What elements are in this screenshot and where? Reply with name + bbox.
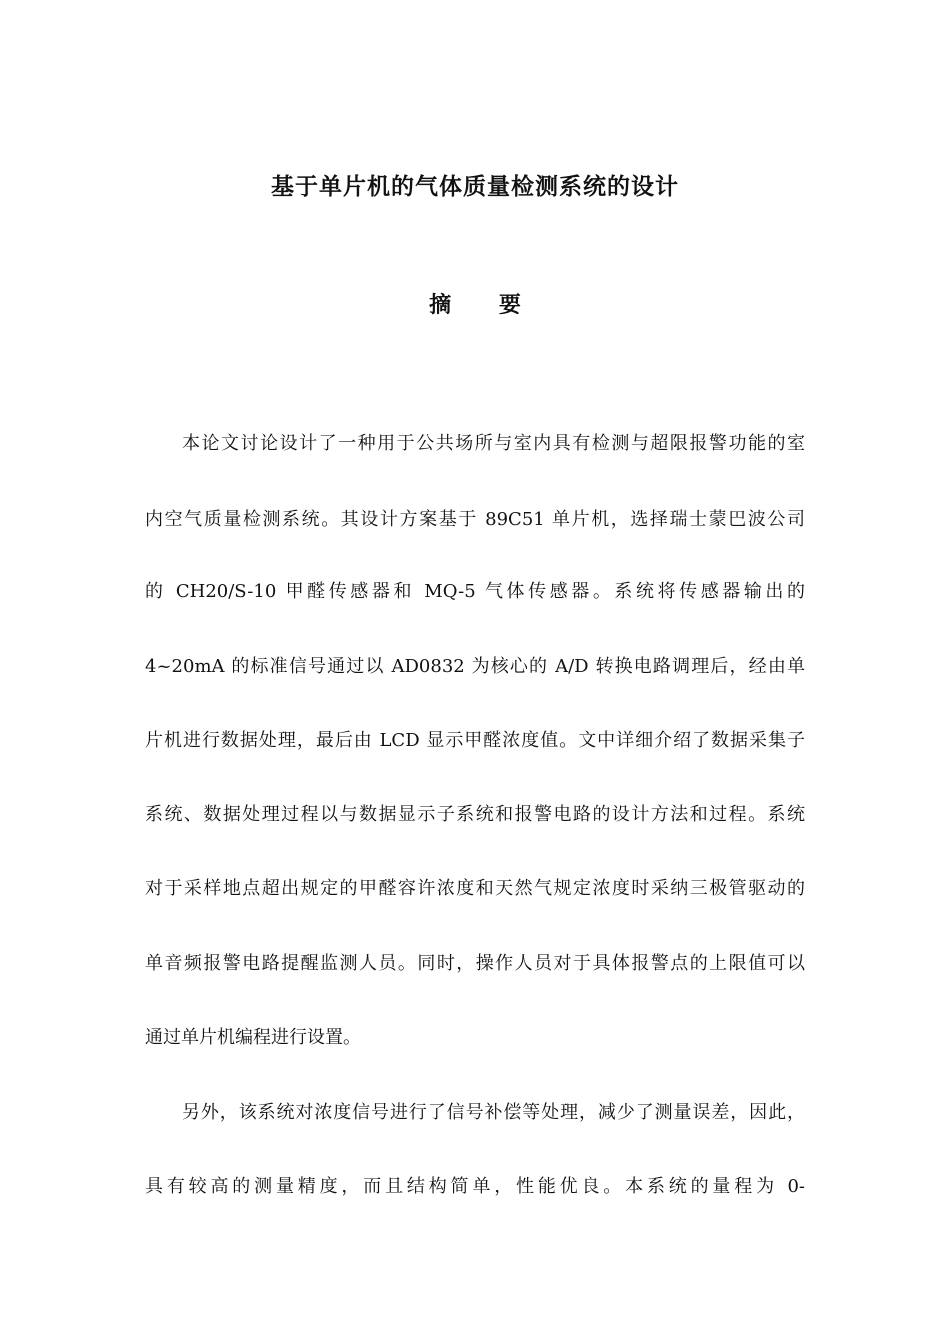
paragraph-line: 单音频报警电路提醒监测人员。同时，操作人员对于具体报警点的上限值可以 <box>145 953 805 974</box>
paragraph-line: 具有较高的测量精度，而且结构简单，性能优良。本系统的量程为 0- <box>145 1176 805 1197</box>
paragraph-line: 本论文讨论设计了一种用于公共场所与室内具有检测与超限报警功能的室 <box>182 433 805 454</box>
paragraph-line: 系统、数据处理过程以与数据显示子系统和报警电路的设计方法和过程。系统 <box>145 804 805 825</box>
paragraph-line: 内空气质量检测系统。其设计方案基于 89C51 单片机，选择瑞士蒙巴波公司 <box>145 509 805 530</box>
paragraph-line: 对于采样地点超出规定的甲醛容许浓度和天然气规定浓度时采纳三极管驱动的 <box>145 878 805 899</box>
paragraph-line: 4~20mA 的标准信号通过以 AD0832 为核心的 A/D 转换电路调理后，经由单 <box>145 656 805 677</box>
paragraph-line: 的 CH20/S-10 甲醛传感器和 MQ-5 气体传感器。系统将传感器输出的 <box>145 581 805 602</box>
paragraph-line: 通过单片机编程进行设置。 <box>145 1027 361 1048</box>
document-title: 基于单片机的气体质量检测系统的设计 <box>271 173 679 200</box>
paragraph-line: 另外，该系统对浓度信号进行了信号补偿等处理，减少了测量误差，因此， <box>182 1102 805 1123</box>
paragraph-line: 片机进行数据处理，最后由 LCD 显示甲醛浓度值。文中详细介绍了数据采集子 <box>145 730 805 751</box>
abstract-heading: 摘 要 <box>429 292 541 318</box>
